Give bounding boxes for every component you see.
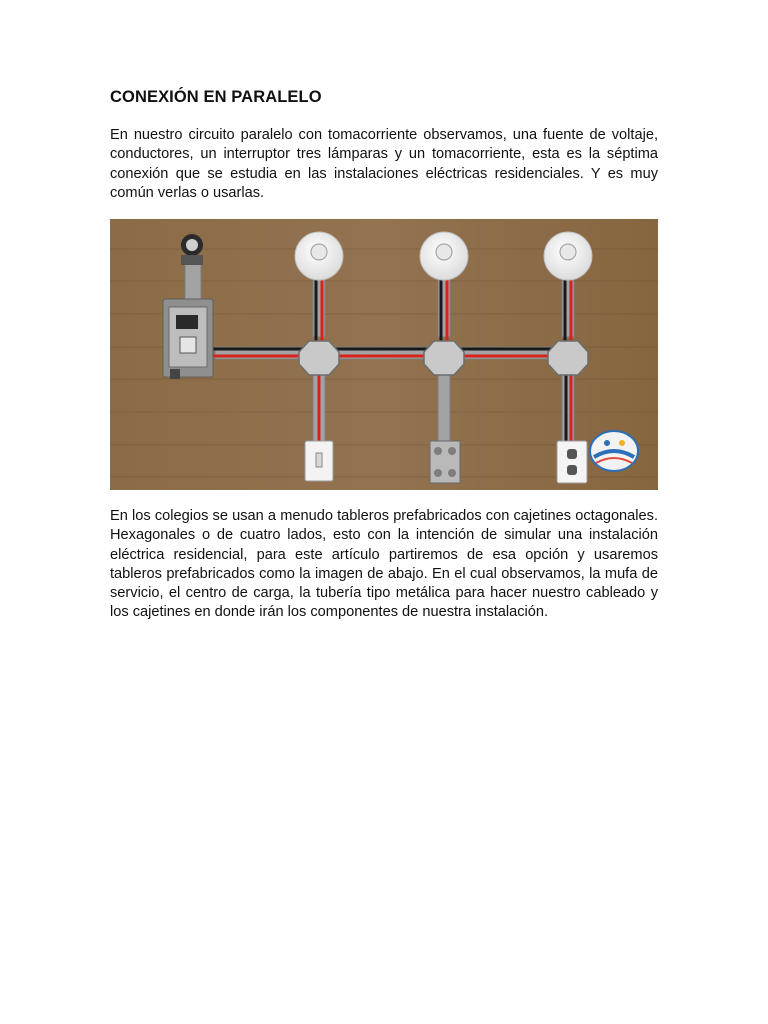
circuit-board-illustration — [110, 219, 658, 490]
outlet — [557, 441, 587, 483]
body-paragraph: En los colegios se usan a menudo tableros prefabricados con cajetines octagonales. Hexagonales o de cuatro lados, esto con la intención de simular una instalación eléctrica residencial, para este artículo partiremos de esa opción y usaremos tableros prefabricados como la imagen de abajo. En el cual observamos, la mufa de servicio, el centro de carga, la tubería tipo metálica para hacer nuestro cableado y los cajetines en donde irán los componentes de nuestra instalación. — [110, 508, 658, 621]
load-center — [163, 299, 213, 379]
page-title: CONEXIÓN EN PARALELO — [110, 88, 322, 106]
intro-paragraph: En nuestro circuito paralelo con tomacorriente observamos, una fuente de voltaje, conductores, un interruptor tres lámparas y un tomacorriente, esta es la séptima conexión que se estudia en las instalaciones eléctricas residenciales. Y es muy común verlas o usarlas. — [110, 127, 658, 201]
parallel-circuit-figure — [110, 219, 658, 490]
logo-seal — [590, 431, 638, 471]
switch — [305, 441, 333, 481]
service-mast — [181, 234, 203, 265]
four-gang-box — [430, 441, 460, 483]
